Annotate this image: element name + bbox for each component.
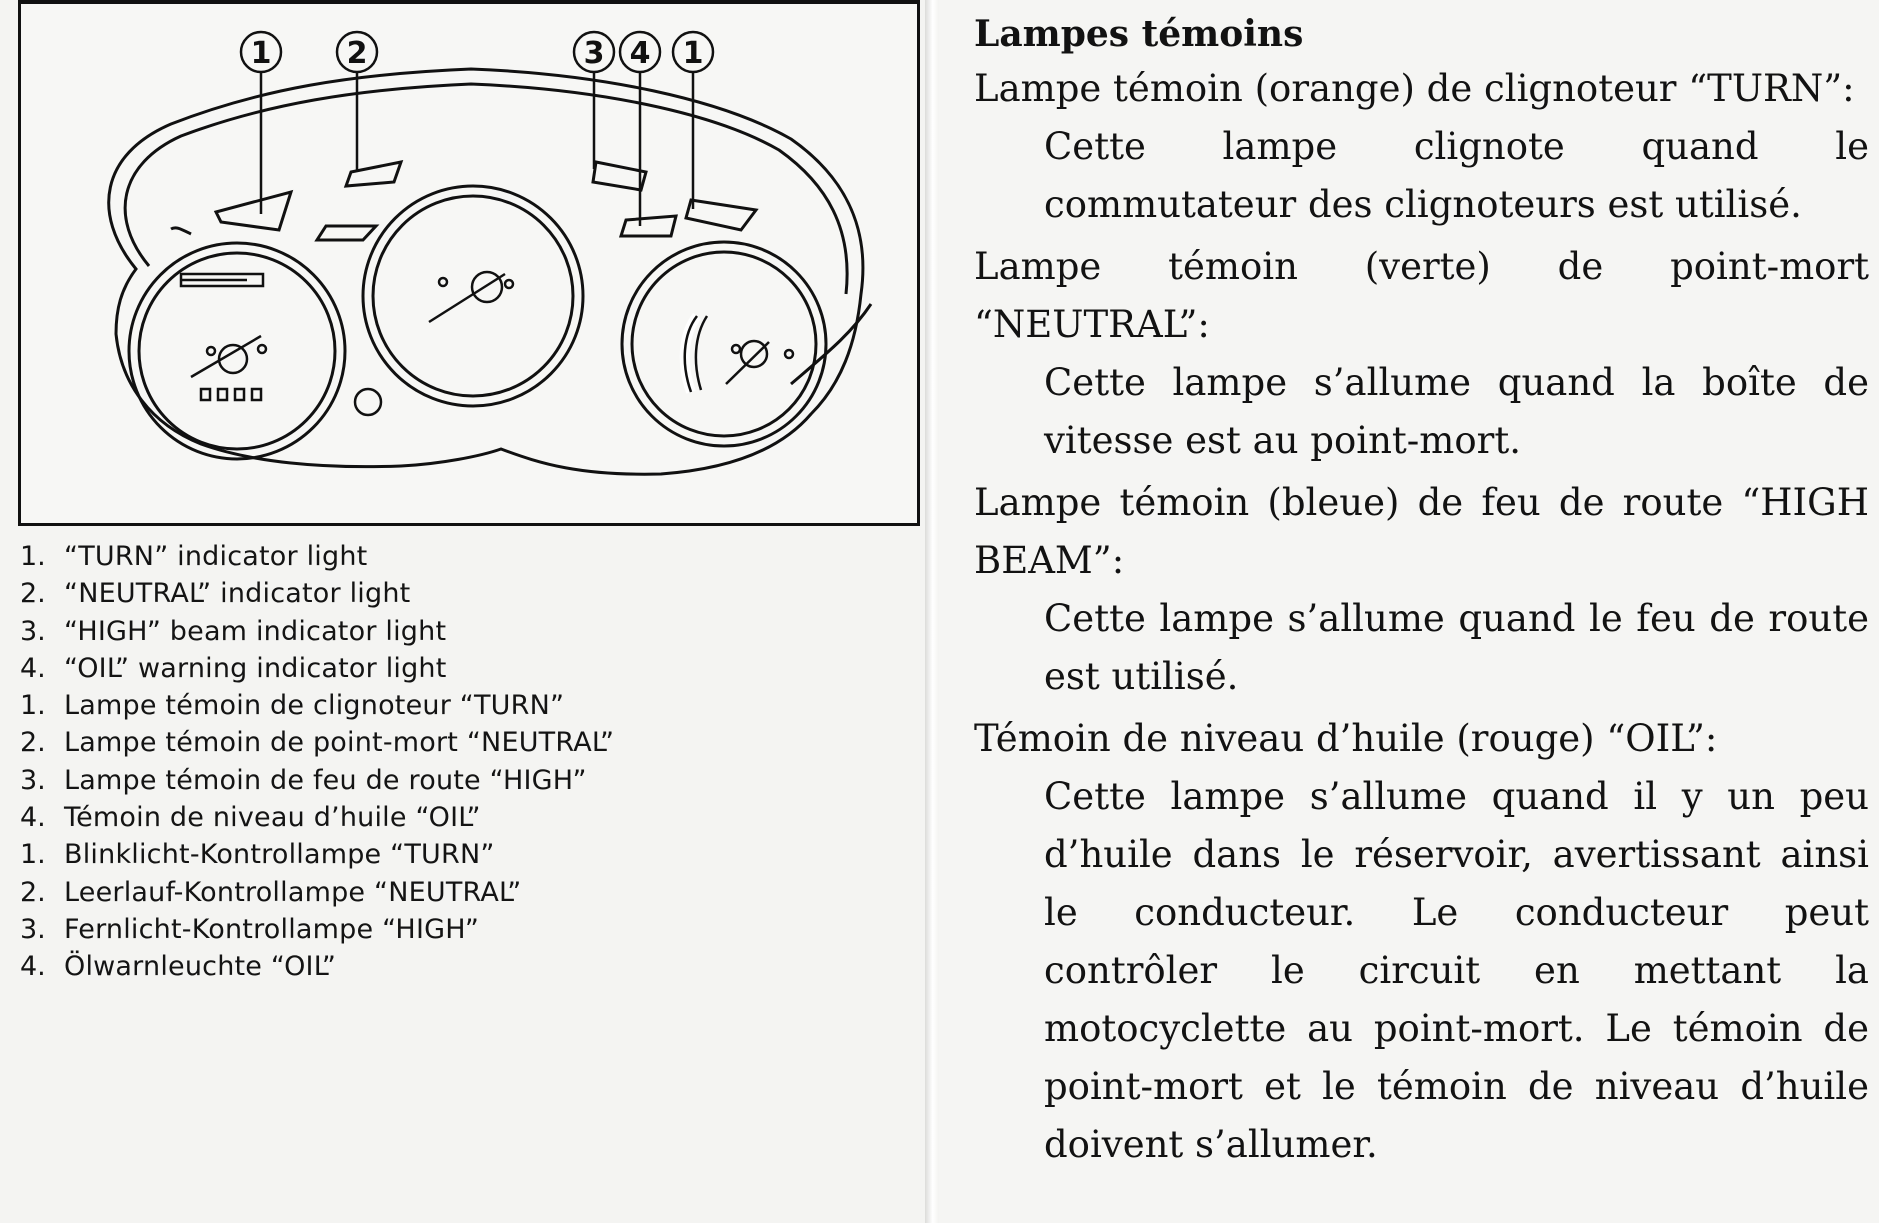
right-page [939,0,1879,1223]
caption-text: “TURN” indicator light [64,541,368,572]
caption-item [20,836,920,873]
caption-number: 2. [20,876,46,908]
caption-item [20,948,920,985]
callout-label: 1 [250,36,272,71]
caption-number: 1. [20,541,46,572]
caption-number: 1. [20,690,46,722]
high-beam-lamp-description: Cette lampe s’allume quand le feu de route est utilisé. [1044,597,1869,698]
caption-number: 3. [20,615,46,647]
caption-item [20,724,920,761]
caption-item [20,911,920,948]
caption-text: Témoin de niveau d’huile “OIL” [64,802,481,834]
caption-number: 3. [20,913,46,945]
indicator-lamps-section [974,8,1869,1178]
instrument-panel-drawing [21,4,917,524]
caption-text: “OIL” warning indicator light [64,652,447,684]
caption-text: Ölwarnleuchte “OIL” [64,951,337,983]
caption-item [20,762,920,799]
caption-text: Lampe témoin de clignoteur “TURN” [64,690,565,722]
high-beam-lamp-title: Lampe témoin (bleue) de feu de route “HIGH BEAM”: [974,481,1869,582]
callout-label: 3 [583,36,605,71]
caption-text: Lampe témoin de feu de route “HIGH” [64,764,587,796]
turn-lamp-title: Lampe témoin (orange) de clignoteur “TURN”: [974,67,1855,110]
caption-number: 4. [20,951,46,983]
callout-label: 2 [346,36,368,71]
caption-text: “HIGH” beam indicator light [64,615,447,647]
caption-item [20,575,920,612]
caption-item [20,687,920,724]
caption-number: 4. [20,802,46,834]
oil-lamp-description: Cette lampe s’allume quand il y un peu d’huile dans le réservoir, avertissant ainsi le conducteur. Le conducteur peut contrôler le circuit en mettant la motocyclette au point-mort. Le témoin de point-mort et le témoin de niveau d’huile doivent s’allumer. [1044,775,1869,1166]
page-gutter [925,0,939,1223]
callout-label: 4 [629,36,651,71]
caption-text: Fernlicht-Kontrollampe “HIGH” [64,913,480,945]
caption-item [20,613,920,650]
caption-text: Lampe témoin de point-mort “NEUTRAL” [64,727,615,759]
caption-item [20,650,920,687]
callout-label: 1 [682,36,704,71]
instrument-panel-figure [18,0,920,526]
caption-number: 4. [20,652,46,684]
caption-text: “NEUTRAL” indicator light [64,578,411,610]
neutral-lamp-title: Lampe témoin (verte) de point-mort “NEUTRAL”: [974,245,1869,346]
neutral-lamp-description: Cette lampe s’allume quand la boîte de vitesse est au point-mort. [1044,361,1869,462]
section-heading: Lampes témoins [974,13,1304,55]
caption-number: 2. [20,727,46,759]
caption-number: 3. [20,764,46,796]
caption-item [20,799,920,836]
caption-text: Blinklicht-Kontrollampe “TURN” [64,839,495,871]
oil-lamp-title: Témoin de niveau d’huile (rouge) “OIL”: [974,717,1718,760]
caption-item [20,874,920,911]
caption-number: 1. [20,839,46,871]
caption-text: Leerlauf-Kontrollampe “NEUTRAL” [64,876,522,908]
caption-item [20,538,920,575]
left-page [0,0,925,1223]
turn-lamp-description: Cette lampe clignote quand le commutateur des clignoteurs est utilisé. [1044,125,1869,226]
figure-caption-list [20,538,920,986]
caption-number: 2. [20,578,46,610]
